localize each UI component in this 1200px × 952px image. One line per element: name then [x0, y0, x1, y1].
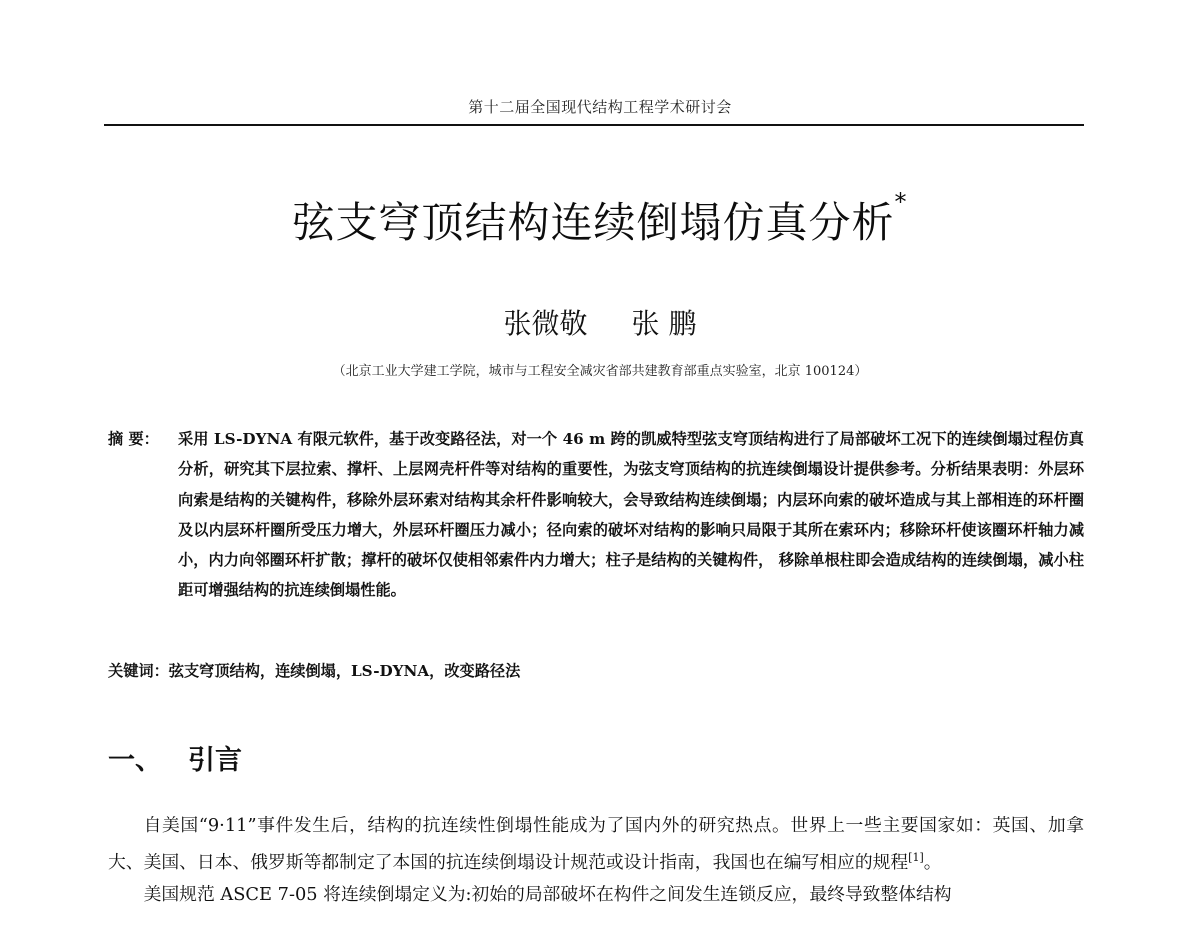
section-number: 一、 — [108, 745, 162, 776]
paragraph: 美国规范 ASCE 7-05 将连续倒塌定义为:初始的局部破坏在构件之间发生连锁反应，最终导致整体结构 — [143, 883, 952, 905]
author-name: 张 鹏 — [631, 307, 697, 340]
body-text — [108, 810, 1084, 911]
author-name: 张微敬 — [503, 307, 588, 340]
keywords — [108, 660, 1084, 681]
keywords-label: 关键词： — [108, 662, 169, 680]
abstract — [108, 424, 1084, 606]
paper-title — [0, 190, 1200, 250]
paragraph: 自美国“9·11”事件发生后，结构的抗连续性倒塌性能成为了国内外的研究热点。世界上一些主要国家如：英国、加拿大、美国、日本、俄罗斯等都制定了本国的抗连续倒塌设计规范或设计指南，我国也在编写相应的规程[1]。 — [108, 815, 1084, 873]
title-footnote-mark: * — [894, 188, 908, 216]
author-list — [0, 302, 1200, 342]
section-heading — [108, 738, 242, 777]
running-header: 第十二届全国现代结构工程学术研讨会 — [468, 98, 732, 116]
header-rule — [104, 124, 1084, 126]
affiliation: （北京工业大学建工学院，城市与工程安全减灾省部共建教育部重点实验室，北京 100124） — [332, 364, 868, 379]
abstract-text: 采用 LS-DYNA 有限元软件，基于改变路径法，对一个 46 m 跨的凯威特型弦支穹顶结构进行了局部破坏工况下的连续倒塌过程仿真分析，研究其下层拉索、撑杆、上层网壳杆件等对结构的重要性，为弦支穹顶结构的抗连续倒塌设计提供参考。分析结果表明：外层环向索是结构的关键构件，移除外层环索对结构其余杆件影响较大，会导致结构连续倒塌；内层环向索的破坏造成与其上部相连的环杆圈及以内层环杆圈所受压力增大，外层环杆圈压力减小；径向索的破坏对结构的影响只局限于其所在索环内；移除环杆使该圈环杆轴力减小，内力向邻圈环杆扩散；撑杆的破坏仅使相邻索件内力增大；柱子是结构的关键构件， 移除单根柱即会造成结构的连续倒塌，减小柱距可增强结构的抗连续倒塌性能。 — [178, 430, 1084, 600]
section-title: 引言 — [188, 745, 242, 776]
keywords-text: 弦支穹顶结构，连续倒塌，LS-DYNA，改变路径法 — [168, 662, 521, 680]
abstract-label: 摘 要： — [108, 430, 159, 448]
title-text: 弦支穹顶结构连续倒塌仿真分析 — [292, 198, 895, 247]
citation-ref: [1] — [908, 851, 924, 864]
